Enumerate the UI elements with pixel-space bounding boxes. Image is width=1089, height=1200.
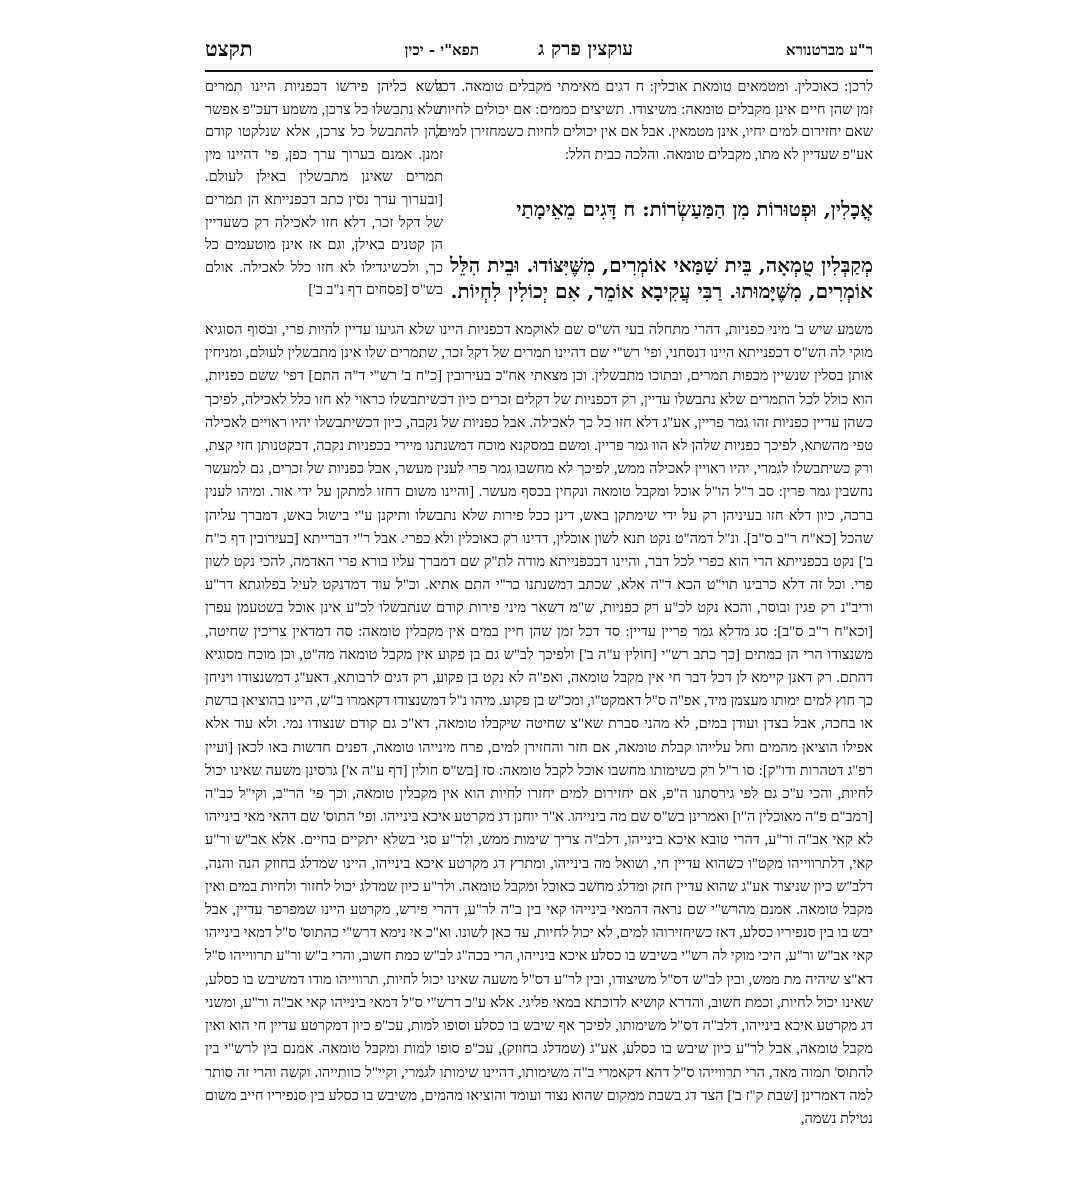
tiferet-yisrael-yachin: נושא כליהן פירשו דכפניות היינו תמרים שלא נתבשלו כל צרכן, משמע דעכ"פ אפשר להן להתבשל כל צרכן, אלא שנלקטו קודם זמנן. אמנם בערוך ערך כפן, פי' דהיינו מין תמרים שאינן מתבשלין באילן לעולם. [ובערוך ערך נסין כתב דכפנייתא הן תמרים של דקל זכר, דלא חזו לאכילה רק כשעדיין הן קטנים באילן, וגם אז אינן מוטעמים כל כך, ולכשיגדילו לא חזו כלל לאכילה. אולם בש"ס [פסחים דף נ"ב ב'] — [205, 79, 443, 299]
mishnah-line-1: אֳכָלִין, וּפְטוּרוֹת מִן הַמַּעַשְׂרוֹת: ח דָּגִים מֵאֵימָתַי — [516, 197, 873, 221]
header-title: עוקצין פרק ג — [538, 38, 633, 60]
header-subtitle: תפא"י - יכין — [404, 41, 479, 59]
mishnah-line-2-block — [450, 252, 873, 304]
header-rule — [205, 70, 873, 72]
mishnah-line-2: מְקַבְּלִין טֻמְאָה, בֵּית שַׁמַּאי אוֹמְרִים, מִשֶּׁיִּצּוֹדוּ. וּבֵית הִלֵּל אוֹמְרִים, מִשֶּׁיָּמוּתוּ. רַבִּי עֲקִיבָא אוֹמֵר, אִם יְכוֹלִין לִחְיוֹת. — [450, 253, 873, 303]
main-commentary: משמע שיש ב' מיני כפניות, דהרי מתחלה בעי הש"ס שם לאוקמא דכפניות היינו שלא הגיעו עדיין להיות פרי, ובסוף הסוגיא מוקי לה הש"ס דכפנייתא היינו דנסחני, ופי' רש"י שם דהיינו תמרים של דקל זכר, שתמרים שלו אינן מתבשלין לעולם, ומניחין אותן בסלין שנשיין מכפות תמרים, ובתוכו מתבשלין. וכן מצאתי אח"כ בעירובין [כ"ח ב' רש"י ד"ה התם] דפי' ששם כפניות, הוא כולל לכל התמרים שלא נתבשלו עדיין, רק דכפניות של דקלים זכרים כיון דכשיתבשלו כראוי לא חזו כלל לאכילה, לפיכך כשהן עדיין כפניות זהו גמר פריין, אע"ג דלא חזו כל כך לאכילה. אבל כפניות של נקבה, כיון דכשיתבשלו יהיו ראויים לאכילה טפי מהשתא, לפיכך כפניות שלהן לא הוו גמר פריין. ומשם במסקנא מוכח דמשנתנו מיירי בכפניות נקבה, דבקטנותן חזי קצת, ורק כשיתבשלו לגמרי, יהיו ראויין לאכילה ממש, לפיכך לא מחשבו גמר פרי לענין מעשר, אבל כפניות של זכרים, גם למעשר נחשבין גמר פרין: סב ר"ל הו"ל אוכל ומקבל טומאה ונקחין בכסף מעשר. [והיינו משום דחזו למתקן על ידי אור. ומיהו לענין ברכה, כיון דלא חזו בעיניהן רק על ידי שימתקן באש, דינן ככל פירות שלא נתבשלו ותיקנן ע"י בישול באש, דמברך עליהן שהכל [כא"ח ר"ב ס"ב]. ונ"ל דמה"ט נקט תנא לשון אוכלין, דדינו רק כאוכלין ולא כפרי. אבל ר"י דברייתא [בעירובין דף כ"ח ב'] נקט בכפנייתא הרי הוא כפרי לכל דבר, והיינו דבכפנייתא מודה לת"ק שם דמברך עליו בורא פרי האדמה, להכי נקט לשון פרי. וכל זה דלא כרבינו תוי"ט הכא ד"ה אלא, שכתב דמשנתנו כר"י התם אתיא. וכ"ל עוד דמדנקט לעיל בפלוגתא דר"ע וריב"נ רק פגין ובוסר, והכא נקט לכ"ע רק כפניות, ש"מ דשאר מיני פירות קודם שנתבשלו לכ"ע אינן אוכל בשטעמן עפרן [וכא"ח ר"ב ס"ב]: סג מדלא גמר פריין עדיין: סד דכל זמן שהן חיין במים אין מקבלין טומאה: סה דמדאין צריכין שחיטה, משנצודו הרי הן כמתים [כך כתב רש"י [חולין ע"ה ב'] ולפיכך לב"ש גם בן פקוע אין מקבל טומאה מה"ט, וכן מוכח מסוגיא דהתם. רק דאנן קיימא לן דכל דבר חי אין מקבל טומאה, ואפ"ה לא נקט בן פקוע, רק דגים לרבותא, דאע"ג דמשנצודו ויניחן כך חוץ למים ימותו מעצמן מיד, אפ"ה ס"ל דאמקט"ו, ומכ"ש בן פקוע. מיהו נ"ל דמשנצודו דקאמרו ב"ש, היינו בהוציאן ברשת או בחכה, אבל בצדן ועודן במים, לא מהני סברת שא"צ שחיטה שיקבלו טומאה, דא"כ גם קודם שנצודו נמי. ולא עוד אלא אפילו הוציאן מהמים וחל עלייהו קבלת טומאה, אם חזר והחזירן למים, פרח מינייהו טומאה, דפנים חדשות באו לכאן [ועיין רפ"ג דטהרות ודו"ק]: סו ר"ל רק כשימותו מחשבו אוכל לקבל טומאה: סז [בש"ס חולין [דף ע"ה א'] גרסינן משעה שאינו יכול לחיות, והכי ע"כ גם לפי גירסתנו ה"פ, אם יחזירום למים יחזרו לחיות הוא אין מקבלין טומאה, וכך פי' הר"ב, וקי"ל כב"ה [רמב"ם פ"ה מאוכלין ה"ו] ואמרינן בש"ס שם מה בינייהו. א"ר יוחנן דג מקרטע איכא בינייהו. ופי' התוס' שם דהאי מאי בינייהו לא קאי אב"ה ור"ע, דהרי טובא איכא בינייהו, דלב"ה צריך שימות ממש, ולר"ע סגי בשלא יתקיים בחיים. אלא אב"ש ור"ע קאי, דלתרווייהו מקט"ו כשהוא עדיין חי, ושואל מה בינייהו, ומתרץ דג מקרטע איכא בינייהו, היינו שמדלג בחוזק הנה והנה, דלב"ש כיון שניצוד אע"ג שהוא עדיין חזק ומדלג מחשב כאוכל ומקבל טומאה. ולר"ע כיון שמדלג יכול לחזור ולחיות במים ואין מקבל טומאה. אמנם מהרש"י שם נראה דהמאי בינייהו קאי בין ב"ה לר"ע, דהרי פירש, מקרטע היינו שמפרפר עדיין, אבל יבש בו בין סנפיריו כסלע, דאז כשיחזירוהו למים, לא יכול לחיות, עד כאן לשונו. וא"כ אי נימא דרש"י כהתוס' ס"ל דמאי בינייהו קאי אב"ש ור"ע, היכי מוקי לה רש"י בשיבש בו כסלע איכא בינייהו, הרי בכה"ג לב"ש כמת חשוב, והרי ב"ש ור"ע תרווייהו ס"ל דא"צ שיהיה מת ממש, ובין לב"ש דס"ל משיצודו, ובין לר"ע דס"ל משעה שאינו יכול לחיות, תרווייהו מודו דמשיבש בו כסלע, שאינו יכול לחיות, וכמת חשוב, והדרא קושיא לדוכתא במאי פליגי. אלא ע"כ דרש"י ס"ל דמאי בינייהו קאי אב"ה ור"ע, ומשני דג מקרטע איכא בינייהו, דלב"ה דס"ל משימותו, לפיכך אף שיבש בו כסלע וסופו למות, עכ"פ כיון דמקרטע עדיין חי הוא ואין מקבל טומאה, אבל לר"ע כיון שיבש בו כסלע, אע"ג (שמדלג בחוזק), עכ"פ סופו למות ומקבל טומאה. אמנם בין לרש"י בין להתוס' תמוה מאד, הרי תרווייהו ס"ל דהא דקאמרי ב"ה משימותו, דהיינו שימותו לגמרי, וקיי"ל כוותייהו. וקשה והרי זה סותר למה דאמרינן [שבת ק"ז ב'] הצד דג בשבת ממקום שהוא נצוד ועומד והוציאו מהמים, משיבש בו כסלע בין סנפיריו חייב משום נטילת נשמה, — [205, 322, 873, 1127]
page-number: תקצט — [205, 36, 253, 61]
header-right-label: ר"ע מברטנורא — [785, 41, 873, 59]
bartenura-commentary: לרכן: כאוכלין. ומטמאים טומאת אוכלין: ח דגים מאימתי מקבלים טומאה. דכל זמן שהן חיים אינן מקבלים טומאה: משיצודו. תשיצים כממים: אם יכולים לחיות. שאם יחזירום למים יחיו, אינן מטמאין. אבל אם אין יכולים לחיות כשמחזירן למים, אע"פ שעדיין לא מתו, מקבלים טומאה. והלכה כבית הלל: — [435, 79, 873, 163]
mishnah-line-1-block — [450, 196, 873, 222]
